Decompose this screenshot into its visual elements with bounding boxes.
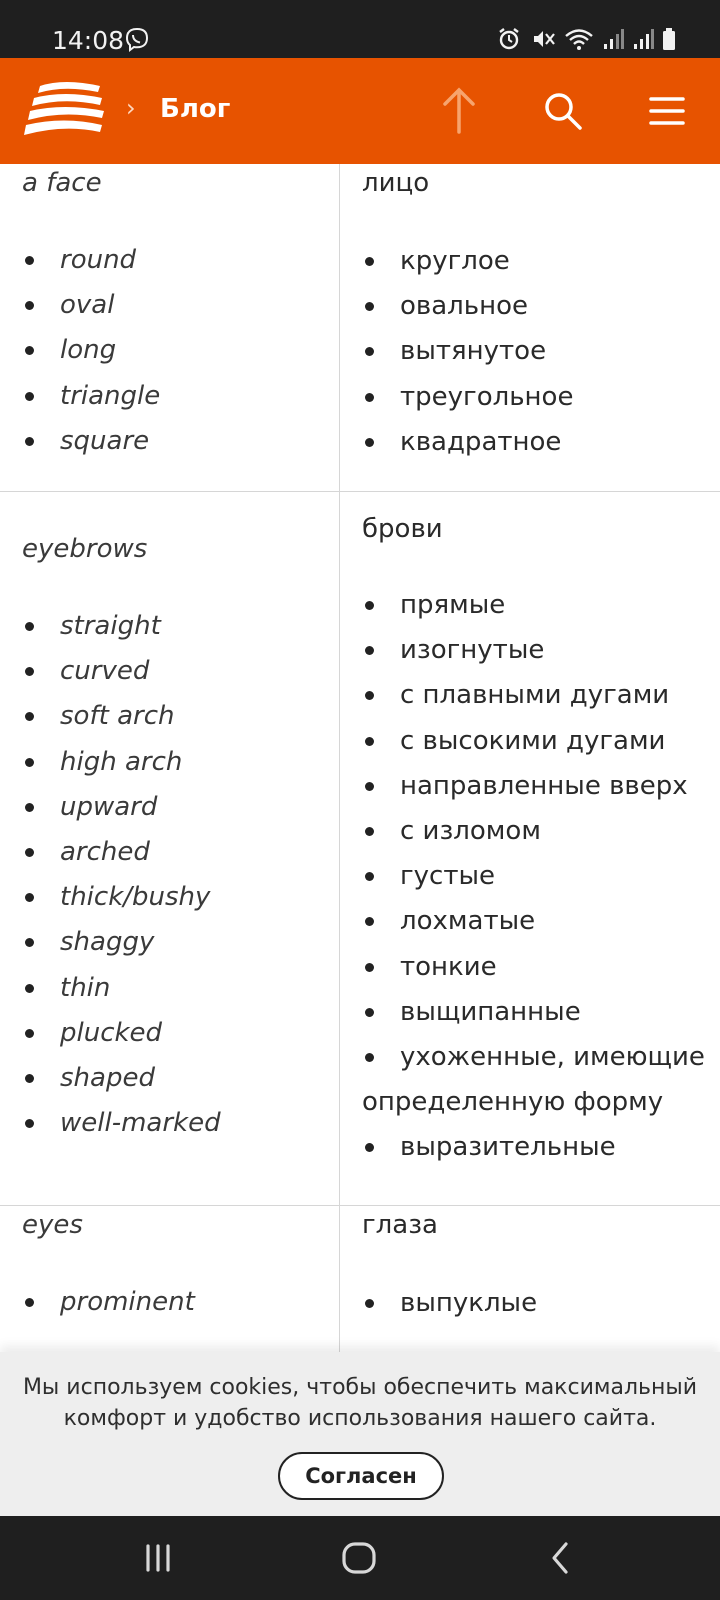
english-list (22, 1280, 329, 1325)
list-item: с плавными дугами (362, 673, 710, 718)
accept-cookies-button[interactable]: Согласен (278, 1452, 444, 1500)
list-item: тонкие (362, 945, 710, 990)
russian-term: глаза (362, 1210, 438, 1240)
list-item: лохматые (362, 899, 710, 944)
list-item: thick/bushy (22, 875, 329, 920)
list-item: triangle (22, 374, 329, 419)
signal-icon (632, 26, 654, 52)
status-time: 14:08 (52, 26, 125, 55)
arrow-up-icon[interactable] (434, 86, 484, 136)
list-item: треугольное (362, 375, 710, 420)
back-icon[interactable] (540, 1536, 584, 1580)
recent-apps-icon[interactable] (136, 1536, 180, 1580)
list-item: upward (22, 785, 329, 830)
search-icon[interactable] (538, 86, 588, 136)
list-item: выщипанные (362, 990, 710, 1035)
navigation-bar (0, 1516, 720, 1600)
list-item: soft arch (22, 694, 329, 739)
list-item: вытянутое (362, 329, 710, 374)
russian-term: брови (362, 514, 443, 544)
mute-icon (530, 26, 556, 52)
list-item: round (22, 238, 329, 283)
russian-list (362, 239, 710, 465)
english-cell (0, 164, 340, 491)
list-item: с высокими дугами (362, 719, 710, 764)
logo-icon[interactable] (24, 80, 106, 142)
breadcrumb-separator: › (126, 94, 136, 122)
list-item: curved (22, 649, 329, 694)
english-cell (0, 492, 340, 1205)
list-item: круглое (362, 239, 710, 284)
wifi-icon (564, 26, 594, 52)
cookie-message: Мы используем cookies, чтобы обеспечить максимальный комфорт и удобство использования нашего сайта. (22, 1375, 698, 1431)
english-term: eyebrows (22, 534, 148, 564)
list-item: прямые (362, 583, 710, 628)
list-item: выразительные (362, 1125, 710, 1170)
english-list (22, 604, 329, 1146)
list-item: выпуклые (362, 1281, 710, 1326)
table-row (0, 164, 720, 492)
english-term: eyes (22, 1210, 83, 1240)
list-item: square (22, 419, 329, 464)
list-item: arched (22, 830, 329, 875)
home-icon[interactable] (338, 1536, 382, 1580)
menu-icon[interactable] (642, 86, 692, 136)
list-item: long (22, 328, 329, 373)
russian-list (362, 1281, 710, 1326)
cookie-banner (0, 1352, 720, 1516)
viber-icon (124, 27, 150, 53)
app-header (0, 58, 720, 164)
vocabulary-table (0, 164, 720, 1516)
list-item: well-marked (22, 1101, 329, 1146)
list-item: изогнутые (362, 628, 710, 673)
table-row (0, 492, 720, 1206)
russian-cell (340, 492, 720, 1205)
list-item: high arch (22, 740, 329, 785)
list-item: oval (22, 283, 329, 328)
list-item: prominent (22, 1280, 329, 1325)
list-item: thin (22, 966, 329, 1011)
list-item: ухоженные, имеющие определенную форму (362, 1035, 710, 1125)
list-item: straight (22, 604, 329, 649)
list-item: shaggy (22, 920, 329, 965)
list-item: plucked (22, 1011, 329, 1056)
list-item: направленные вверх (362, 764, 710, 809)
english-term: a face (22, 168, 102, 198)
list-item: овальное (362, 284, 710, 329)
list-item: с изломом (362, 809, 710, 854)
russian-list (362, 583, 710, 1170)
list-item: квадратное (362, 420, 710, 465)
battery-icon (662, 26, 676, 52)
status-bar (0, 0, 720, 58)
english-list (22, 238, 329, 464)
list-item: густые (362, 854, 710, 899)
list-item: shaped (22, 1056, 329, 1101)
signal-icon (602, 26, 624, 52)
russian-term: лицо (362, 168, 430, 198)
alarm-icon (496, 26, 522, 52)
russian-cell (340, 164, 720, 491)
breadcrumb-blog-link[interactable]: Блог (160, 94, 231, 124)
